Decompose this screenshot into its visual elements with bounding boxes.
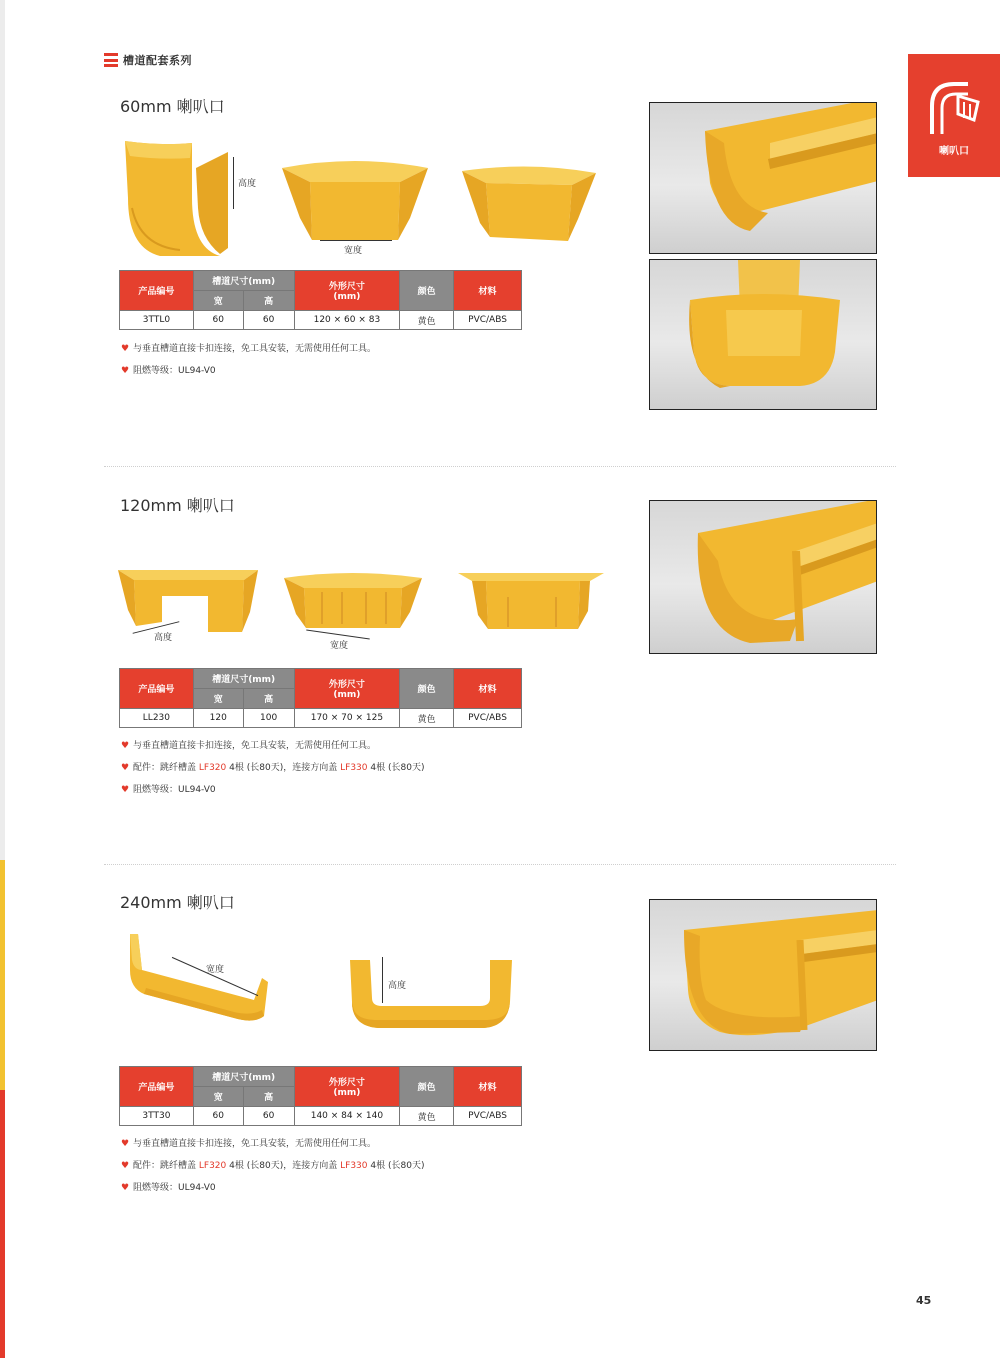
header-tray-size: 槽道尺寸(mm) [193, 669, 294, 689]
header-height: 高 [243, 1087, 294, 1107]
header-material: 材料 [454, 1067, 522, 1107]
header-width: 宽 [193, 291, 243, 311]
notes-list [121, 739, 424, 805]
header-width: 宽 [193, 689, 243, 709]
header-height: 高 [243, 291, 294, 311]
section-divider [104, 466, 896, 467]
table-row [120, 1107, 522, 1126]
product-image [348, 958, 514, 1030]
header-height: 高 [243, 689, 294, 709]
header-mark-icon [104, 53, 118, 67]
dimension-line [320, 240, 392, 241]
notes-list [121, 342, 376, 386]
notes-list [121, 1137, 424, 1203]
header-tray-size: 槽道尺寸(mm) [193, 271, 294, 291]
product-image [282, 572, 424, 638]
heart-icon: ♥ [121, 763, 130, 773]
cell-height: 100 [243, 709, 294, 728]
heart-icon: ♥ [121, 1183, 130, 1193]
header-outer-size: 外形尺寸 (mm) [294, 1067, 400, 1107]
dimension-label-width: 宽度 [344, 246, 363, 256]
spec-table [119, 270, 522, 330]
cell-model: LL230 [120, 709, 194, 728]
section-title: 240mm 喇叭口 [120, 893, 235, 912]
product-image [124, 930, 274, 1024]
table-row [120, 709, 522, 728]
dimension-line [233, 157, 234, 209]
cell-model: 3TTL0 [120, 311, 194, 330]
cell-width: 60 [193, 1107, 243, 1126]
header-text: 槽道配套系列 [123, 54, 192, 67]
cell-material: PVC/ABS [454, 1107, 522, 1126]
list-item: ♥ 与垂直槽道直接卡扣连接，免工具安装，无需使用任何工具。 [121, 741, 377, 751]
section-divider [104, 864, 896, 865]
list-item: ♥ 阻燃等级：UL94-V0 [121, 1183, 216, 1193]
cell-outer: 140 × 84 × 140 [294, 1107, 400, 1126]
list-item: ♥ 配件：跳纤槽盖 LF320 4根 (长80天)，连接方向盖 LF330 4根 (长80天) [121, 1161, 425, 1171]
header-model: 产品编号 [120, 271, 194, 311]
product-image [120, 138, 230, 258]
product-photo [649, 259, 877, 410]
cell-color: 黄色 [400, 709, 454, 728]
spec-table [119, 1066, 522, 1126]
dimension-label-height: 高度 [154, 633, 173, 643]
cell-model: 3TT30 [120, 1107, 194, 1126]
product-image [280, 158, 430, 248]
cell-color: 黄色 [400, 311, 454, 330]
header-model: 产品编号 [120, 1067, 194, 1107]
table-row [120, 311, 522, 330]
header-tray-size: 槽道尺寸(mm) [193, 1067, 294, 1087]
dimension-label-width: 宽度 [330, 641, 349, 651]
dimension-label-width: 宽度 [206, 965, 225, 975]
list-item: ♥ 与垂直槽道直接卡扣连接，免工具安装，无需使用任何工具。 [121, 344, 377, 354]
header-color: 颜色 [400, 271, 454, 311]
cell-color: 黄色 [400, 1107, 454, 1126]
header-material: 材料 [454, 669, 522, 709]
cell-width: 120 [193, 709, 243, 728]
category-tab [908, 54, 1000, 177]
dimension-label-height: 高度 [388, 981, 407, 991]
cell-outer: 120 × 60 × 83 [294, 311, 400, 330]
heart-icon: ♥ [121, 785, 130, 795]
dimension-label-height: 高度 [238, 179, 257, 189]
list-item: ♥ 与垂直槽道直接卡扣连接，免工具安装，无需使用任何工具。 [121, 1139, 377, 1149]
page-number: 45 [916, 1294, 932, 1307]
product-photo [649, 899, 877, 1051]
heart-icon: ♥ [121, 344, 130, 354]
product-image [460, 163, 600, 243]
cell-height: 60 [243, 311, 294, 330]
category-tab-label: 喇叭口 [939, 146, 969, 157]
header-color: 颜色 [400, 669, 454, 709]
header-color: 颜色 [400, 1067, 454, 1107]
list-item: ♥ 阻燃等级：UL94-V0 [121, 366, 216, 376]
header-outer-size: 外形尺寸 (mm) [294, 271, 400, 311]
list-item: ♥ 阻燃等级：UL94-V0 [121, 785, 216, 795]
heart-icon: ♥ [121, 741, 130, 751]
spec-table [119, 668, 522, 728]
header-width: 宽 [193, 1087, 243, 1107]
cell-material: PVC/ABS [454, 311, 522, 330]
section-title: 60mm 喇叭口 [120, 97, 225, 116]
page-edge-strip [0, 0, 5, 1358]
page-header [104, 52, 192, 68]
heart-icon: ♥ [121, 1139, 130, 1149]
product-image [456, 567, 608, 633]
product-photo [649, 102, 877, 254]
trumpet-icon [924, 76, 984, 138]
section-title: 120mm 喇叭口 [120, 496, 235, 515]
dimension-line [382, 957, 383, 1003]
header-material: 材料 [454, 271, 522, 311]
heart-icon: ♥ [121, 366, 130, 376]
product-image [116, 566, 261, 636]
list-item: ♥ 配件：跳纤槽盖 LF320 4根 (长80天)，连接方向盖 LF330 4根 (长80天) [121, 763, 425, 773]
cell-height: 60 [243, 1107, 294, 1126]
cell-width: 60 [193, 311, 243, 330]
header-model: 产品编号 [120, 669, 194, 709]
cell-outer: 170 × 70 × 125 [294, 709, 400, 728]
cell-material: PVC/ABS [454, 709, 522, 728]
product-photo [649, 500, 877, 654]
header-outer-size: 外形尺寸 (mm) [294, 669, 400, 709]
heart-icon: ♥ [121, 1161, 130, 1171]
